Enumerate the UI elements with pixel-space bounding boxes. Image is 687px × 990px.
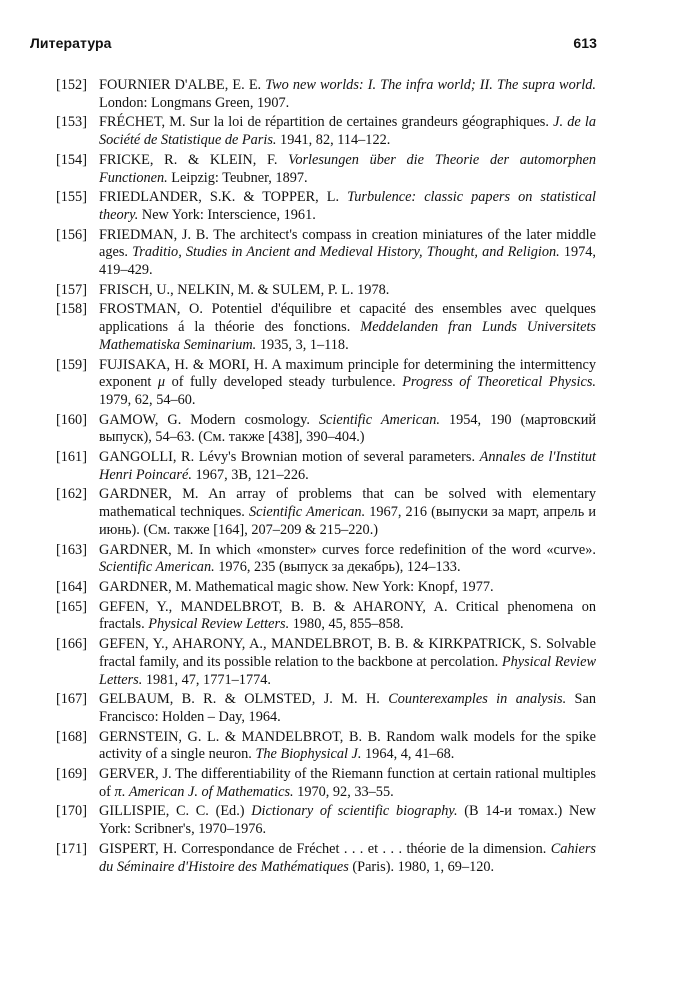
reference-title-italic: Annales de l'Institut Henri Poincaré. xyxy=(99,449,596,483)
reference-text xyxy=(99,282,596,300)
reference-number: [163] xyxy=(56,541,87,558)
reference-title-italic: J. de la Société de Statistique de Paris. xyxy=(99,114,596,149)
reference-number: [169] xyxy=(56,766,87,783)
reference-text-segment: FRIEDLANDER, S.K. & TOPPER, L. xyxy=(99,189,348,206)
reference-entry xyxy=(56,599,596,634)
reference-entry xyxy=(56,636,596,689)
reference-text xyxy=(99,189,596,224)
reference-text-segment: GARDNER, M. An array of problems that can be solved with elementary mathematical techniques. xyxy=(99,486,596,521)
reference-entry xyxy=(56,542,596,577)
reference-text xyxy=(99,77,596,112)
reference-text-segment: 1954, 190 (мартовский выпуск), 54–63. (См. также [438], 390–404.) xyxy=(99,411,597,446)
page-number: 613 xyxy=(573,35,597,51)
reference-text-segment: . xyxy=(121,783,129,800)
reference-number: [152] xyxy=(56,77,87,93)
reference-number: [168] xyxy=(56,728,87,745)
reference-text-segment: 1980, 45, 855–858. xyxy=(289,616,404,633)
reference-number: [167] xyxy=(56,691,87,708)
reference-number: [171] xyxy=(56,840,87,857)
reference-entry xyxy=(56,189,596,224)
reference-title-italic: Turbulence: classic papers on statistical theory. xyxy=(99,189,596,223)
reference-text-segment: 1967, 3B, 121–226. xyxy=(191,466,309,483)
reference-text-segment: GILLISPIE, C. C. (Ed.) xyxy=(99,803,252,820)
reference-entry xyxy=(56,282,596,300)
reference-number: [160] xyxy=(56,411,87,428)
reference-number: [170] xyxy=(56,803,87,820)
reference-entry xyxy=(56,803,596,838)
reference-text-segment: FUJISAKA, H. & MORI, H. A maximum principle for determining the intermittency exponent xyxy=(99,356,596,391)
reference-number: [164] xyxy=(56,578,87,595)
reference-entry xyxy=(56,357,596,410)
reference-text-segment: GARDNER, M. In which «monster» curves force redefinition of the word «curve». xyxy=(99,541,596,558)
reference-text-segment: 1941, 82, 114–122. xyxy=(276,132,391,149)
reference-text-segment: GERVER, J. The differentiability of the Riemann function at certain rational multiples of xyxy=(99,766,596,800)
reference-text xyxy=(99,599,596,634)
reference-text xyxy=(99,152,596,187)
reference-text-segment: 1935, 3, 1–118. xyxy=(256,336,349,353)
reference-text-segment: FRICKE, R. & KLEIN, F. xyxy=(99,151,289,168)
reference-title-italic: Physical Review Letters. xyxy=(99,653,596,688)
reference-text-segment: Leipzig: Teubner, 1897. xyxy=(167,169,308,186)
reference-text-segment: GISPERT, H. Correspondance de Fréchet . . . et . . . théorie de la dimension. xyxy=(99,840,551,857)
reference-title-italic: Physical Review Letters. xyxy=(148,616,290,633)
reference-text-segment: of fully developed steady turbulence. xyxy=(165,374,403,391)
reference-title-italic: Scientific American. xyxy=(318,411,440,428)
reference-text-segment: GARDNER, M. Mathematical magic show. New York: Knopf, 1977. xyxy=(99,578,494,595)
reference-number: [157] xyxy=(56,281,87,298)
reference-title-italic: Scientific American. xyxy=(248,504,366,521)
reference-number: [158] xyxy=(56,301,87,318)
reference-text-segment: 1964, 4, 41–68. xyxy=(361,746,455,763)
reference-text xyxy=(99,542,596,577)
reference-text-segment: 1974, 419–429. xyxy=(99,244,596,279)
reference-number: [153] xyxy=(56,114,87,131)
reference-title-italic: μ xyxy=(157,374,166,391)
running-head xyxy=(30,35,597,51)
reference-text-segment: 1981, 47, 1771–1774. xyxy=(142,671,271,688)
reference-text-segment: FRÉCHET, M. Sur la loi de répartition de certaines grandeurs géographiques. xyxy=(99,114,554,131)
section-title: Литература xyxy=(30,35,112,51)
reference-title-italic: Counterexamples in analysis. xyxy=(388,691,567,708)
reference-text-segment: 1967, 216 (выпуски за март, апрель и июнь). (См. также [164], 207–209 & 215–220.) xyxy=(99,504,596,538)
reference-text-segment: San Francisco: Holden – Day, 1964. xyxy=(99,691,597,725)
reference-text-segment: FOURNIER D'ALBE, E. E. xyxy=(99,77,266,93)
reference-text-segment: GAMOW, G. Modern cosmology. xyxy=(99,411,319,428)
reference-text xyxy=(99,449,596,484)
reference-number: [166] xyxy=(56,636,87,653)
reference-text-segment: 1976, 235 (выпуск за декабрь), 124–133. xyxy=(214,559,461,576)
reference-entry xyxy=(56,579,596,597)
reference-title-italic: Dictionary of scientific biography. xyxy=(251,803,458,820)
reference-number: [161] xyxy=(56,449,87,466)
reference-text-segment: GELBAUM, B. R. & OLMSTED, J. M. H. xyxy=(99,691,389,708)
reference-text xyxy=(99,636,596,689)
reference-text-segment: 1970, 92, 33–55. xyxy=(293,783,394,800)
reference-entry xyxy=(56,114,596,149)
reference-text xyxy=(99,579,596,597)
reference-title-italic: The Biophysical J. xyxy=(255,746,362,763)
reference-text-segment: New York: Interscience, 1961. xyxy=(138,206,316,223)
reference-text xyxy=(99,227,596,280)
reference-text-segment: FROSTMAN, O. Potentiel d'équilibre et capacité des ensembles avec quelques applications á la théorie des fonctions. xyxy=(99,301,596,336)
reference-entry xyxy=(56,449,596,484)
reference-number: [159] xyxy=(56,356,87,373)
reference-title-italic: π xyxy=(114,783,122,800)
reference-title-italic: Traditio, Studies in Ancient and Medieval History, Thought, and Religion. xyxy=(132,244,560,261)
reference-title-italic: Meddelanden fran Lunds Universitets Mathematiska Seminarium. xyxy=(99,319,596,353)
reference-text xyxy=(99,841,596,876)
reference-text xyxy=(99,114,596,149)
reference-entry xyxy=(56,301,596,354)
reference-entry xyxy=(56,412,596,447)
reference-text-segment: (Paris). 1980, 1, 69–120. xyxy=(348,858,495,875)
reference-title-italic: Progress of Theoretical Physics. xyxy=(402,374,597,391)
reference-title-italic: Scientific American. xyxy=(99,559,215,576)
reference-text-segment: London: Longmans Green, 1907. xyxy=(99,94,290,111)
reference-title-italic: American J. of Mathematics. xyxy=(128,783,294,800)
reference-entry xyxy=(56,766,596,801)
reference-text xyxy=(99,357,596,410)
reference-number: [154] xyxy=(56,151,87,168)
reference-text xyxy=(99,803,596,838)
reference-list xyxy=(56,77,596,878)
reference-entry xyxy=(56,486,596,539)
reference-title-italic: Vorlesungen über die Theorie der automorphen Functionen. xyxy=(99,151,596,186)
reference-number: [155] xyxy=(56,189,87,206)
reference-entry xyxy=(56,77,596,112)
reference-text-segment: 1979, 62, 54–60. xyxy=(99,391,196,408)
reference-text xyxy=(99,301,596,354)
reference-text-segment: FRIEDMAN, J. B. The architect's compass in creation miniatures of the later middle ages. xyxy=(99,226,596,261)
reference-title-italic: Cahiers du Séminaire d'Histoire des Mathématiques xyxy=(99,840,596,875)
reference-entry xyxy=(56,691,596,726)
reference-text-segment: FRISCH, U., NELKIN, M. & SULEM, P. L. 1978. xyxy=(99,281,390,298)
reference-text xyxy=(99,729,596,764)
reference-text xyxy=(99,486,596,539)
reference-number: [165] xyxy=(56,598,87,615)
reference-number: [156] xyxy=(56,226,87,243)
reference-text-segment: GEFEN, Y., MANDELBROT, B. B. & AHARONY, A. Critical phenomena on fractals. xyxy=(99,598,596,633)
reference-entry xyxy=(56,227,596,280)
reference-number: [162] xyxy=(56,486,87,503)
reference-title-italic: Two new worlds: I. The infra world; II. The supra world. xyxy=(265,77,596,93)
reference-text-segment: GEFEN, Y., AHARONY, A., MANDELBROT, B. B. & KIRKPATRICK, S. Solvable fractal family, and its possible relation to the backbone at percolation. xyxy=(99,636,596,670)
reference-text-segment: GERNSTEIN, G. L. & MANDELBROT, B. B. Random walk models for the spike activity of a single neuron. xyxy=(99,728,596,763)
reference-text xyxy=(99,766,596,801)
reference-text xyxy=(99,412,596,447)
reference-entry xyxy=(56,729,596,764)
reference-entry xyxy=(56,841,596,876)
reference-text-segment: GANGOLLI, R. Lévy's Brownian motion of several parameters. xyxy=(99,449,480,466)
reference-text xyxy=(99,691,596,726)
reference-text-segment: (В 14-и томах.) New York: Scribner's, 1970–1976. xyxy=(99,803,596,838)
reference-entry xyxy=(56,152,596,187)
